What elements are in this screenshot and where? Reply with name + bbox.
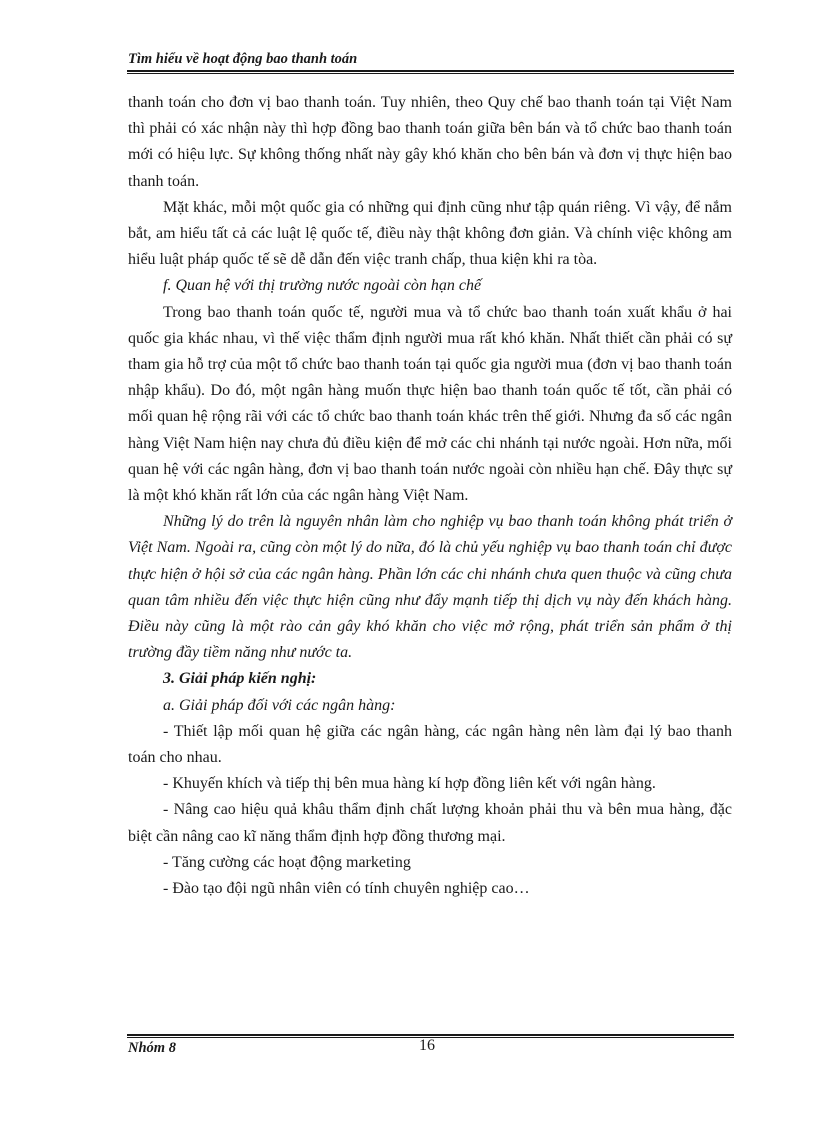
header-divider [127, 70, 734, 72]
paragraph-continuation: thanh toán cho đơn vị bao thanh toán. Tuy nhiên, theo Quy chế bao thanh toán tại Việt Nam thì phải có xác nhận này thì hợp đồng bao thanh toán giữa bên bán và tổ chức bao thanh toán mới có hiệu lực. Sự không thống nhất này gây khó khăn cho bên bán và đơn vị thực hiện bao thanh toán. [128, 94, 732, 190]
footer-group-label: Nhóm 8 [128, 1040, 176, 1056]
page-number: 16 [419, 1037, 435, 1054]
subheading-foreign-relations: f. Quan hệ với thị trường nước ngoài còn hạn chế [163, 277, 482, 295]
subheading-bank-solutions: a. Giải pháp đối với các ngân hàng: [163, 696, 396, 714]
paragraph-international-law: Mặt khác, mỗi một quốc gia có những qui định cũng như tập quán riêng. Vì vậy, để nắm bắt, am hiểu tất cả các luật lệ quốc tế, điều này thật không đơn giản. Và chính việc không am hiểu luật pháp quốc tế sẽ dễ dẫn đến việc tranh chấp, thua kiện khi ra tòa. [128, 198, 732, 269]
footer-divider [127, 1034, 734, 1036]
paragraph-summary-reasons: Những lý do trên là nguyên nhân làm cho nghiệp vụ bao thanh toán không phát triển ở Việt Nam. Ngoài ra, cũng còn một lý do nữa, đó là chủ yếu nghiệp vụ bao thanh toán chỉ được thực hiện ở hội sở của các ngân hàng. Phần lớn các chi nhánh chưa quen thuộc và cũng chưa quan tâm nhiều đến việc thực hiện cũng như đẩy mạnh tiếp thị dịch vụ này đến khách hàng. Điều này cũng là một rào cản gây khó khăn cho việc mở rộng, phát triển sản phẩm ở thị trường đầy tiềm năng như nước ta. [128, 513, 732, 662]
page-header-title: Tìm hiểu về hoạt động bao thanh toán [128, 51, 358, 67]
list-item-appraisal-quality: - Nâng cao hiệu quả khâu thẩm định chất lượng khoản phải thu và bên mua hàng, đặc biệt cần nâng cao kĩ năng thẩm định hợp đồng thương mại. [128, 801, 732, 845]
list-item-agency-relations: - Thiết lập mối quan hệ giữa các ngân hàng, các ngân hàng nên làm đại lý bao thanh toán cho nhau. [128, 722, 732, 767]
list-item-buyer-contracts: - Khuyến khích và tiếp thị bên mua hàng kí hợp đồng liên kết với ngân hàng. [163, 775, 656, 793]
paragraph-international-factoring: Trong bao thanh toán quốc tế, người mua và tổ chức bao thanh toán xuất khẩu ở hai quốc gia khác nhau, vì thế việc thẩm định người mua rất khó khăn. Nhất thiết cần phải có sự tham gia hỗ trợ của một tổ chức bao thanh toán tại quốc gia người mua (đơn vị bao thanh toán nhập khẩu). Do đó, một ngân hàng muốn thực hiện bao thanh toán quốc tế tốt, cần phải có mối quan hệ rộng rãi với các tổ chức bao thanh toán khác trên thế giới. Nhưng đa số các ngân hàng Việt Nam hiện nay chưa đủ điều kiện để mở các chi nhánh tại nước ngoài. Hơn nữa, mối quan hệ với các ngân hàng, đơn vị bao thanh toán nước ngoài còn nhiều hạn chế. Đây thực sự là một khó khăn rất lớn của các ngân hàng Việt Nam. [128, 303, 732, 505]
list-item-staff-training: - Đào tạo đội ngũ nhân viên có tính chuyên nghiệp cao… [163, 880, 530, 898]
header-divider-thin [127, 73, 734, 74]
list-item-marketing: - Tăng cường các hoạt động marketing [163, 853, 411, 871]
section-heading-solutions: 3. Giải pháp kiến nghị: [163, 670, 317, 688]
document-body [128, 90, 732, 902]
